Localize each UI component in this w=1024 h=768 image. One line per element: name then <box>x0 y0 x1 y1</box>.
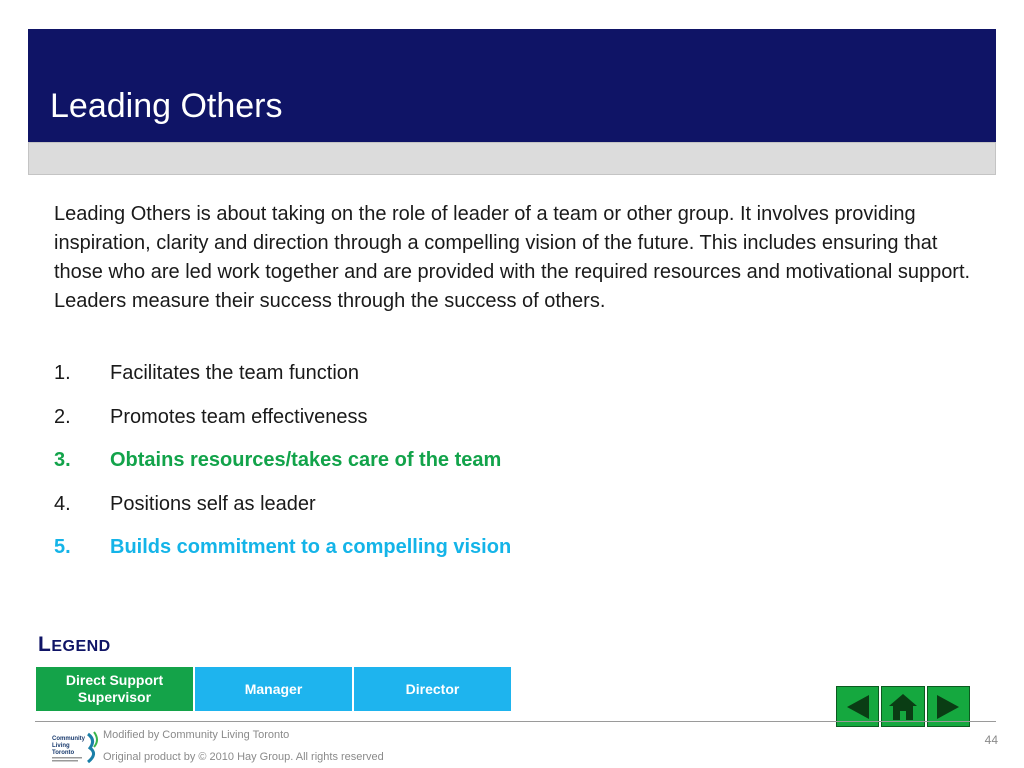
list-item <box>54 489 954 533</box>
page-title: Leading Others <box>50 87 283 125</box>
community-living-toronto-logo <box>50 728 102 766</box>
list-item-number: 4. <box>54 492 71 515</box>
subtitle-bar <box>28 142 996 175</box>
list-item <box>54 445 954 489</box>
list-item-number: 5. <box>54 536 71 558</box>
logo-text-3: Toronto <box>52 750 75 756</box>
intro-paragraph: Leading Others is about taking on the role of leader of a team or other group. It involves providing inspiration, clarity and direction through a compelling vision of the future. This includes ensuring that those who are led work together and are provided with the required resources and motivational support. Leaders measure their success through the success of others. <box>54 203 971 312</box>
footer-divider <box>35 721 996 722</box>
title-bar <box>28 29 996 142</box>
list-item-text: Promotes team effectiveness <box>110 405 368 428</box>
next-arrow-icon <box>933 692 963 722</box>
prev-arrow-icon <box>843 692 873 722</box>
competency-list <box>54 358 954 576</box>
footer-modified-by: Modified by Community Living Toronto <box>103 729 290 741</box>
legend-direct-support-supervisor: Direct Support Supervisor <box>35 666 194 712</box>
legend-title-initial: L <box>38 633 52 656</box>
footer-copyright: Original product by © 2010 Hay Group. All rights reserved <box>103 751 384 763</box>
legend-director: Director <box>353 666 512 712</box>
logo-text-2: Living <box>52 743 70 749</box>
list-item <box>54 402 954 446</box>
legend <box>35 666 512 710</box>
list-item-text: Facilitates the team function <box>110 362 360 384</box>
list-item-number: 3. <box>54 449 71 471</box>
list-item <box>54 532 954 576</box>
legend-title-rest: EGEND <box>51 638 111 655</box>
logo-text-1: Community <box>52 736 85 742</box>
list-item-text: Positions self as leader <box>110 492 316 515</box>
legend-title <box>38 633 111 659</box>
page-number: 44 <box>984 733 998 747</box>
list-item-text: Obtains resources/takes care of the team <box>110 449 502 471</box>
list-item-number: 1. <box>54 362 71 384</box>
home-icon <box>887 692 919 722</box>
list-item-number: 2. <box>54 405 71 428</box>
legend-manager: Manager <box>194 666 353 712</box>
list-item <box>54 358 954 402</box>
list-item-text: Builds commitment to a compelling vision <box>110 536 512 558</box>
